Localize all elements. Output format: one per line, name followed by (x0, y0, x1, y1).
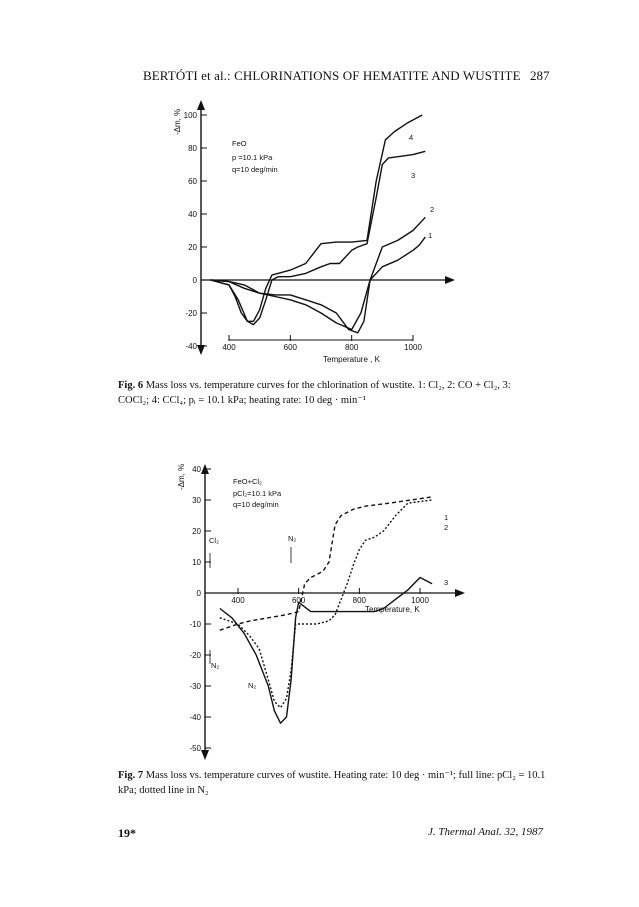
fig7-y-tick-label: 40 (192, 465, 201, 474)
fig7-series-line-1 (220, 578, 432, 724)
footer-signature: 19* (118, 826, 136, 840)
fig6-y-tick-label: 80 (188, 144, 197, 153)
fig6-annotation-rate: q=10 deg/min (232, 165, 278, 174)
fig7-caption (118, 768, 548, 798)
fig6-y-tick-label: 60 (188, 177, 197, 186)
fig7-curve-label-1: 1 (444, 513, 449, 522)
fig7-y-axis-label: -Δm, % (177, 463, 186, 490)
fig7-phase-label-n2-mid: N₂ (248, 681, 257, 690)
fig6-series-line-3 (211, 151, 426, 324)
fig7-y-axis-arrow-down (201, 750, 209, 760)
fig6-annotation-sample: FeO (232, 139, 247, 148)
fig7-annotation-pressure: pCl₂=10.1 kPa (233, 489, 282, 498)
fig6-caption-label: Fig. 6 (118, 380, 144, 391)
fig6-x-axis-label: Temperature , K (323, 355, 380, 364)
fig7-y-tick-label: 30 (192, 496, 201, 505)
fig7-y-tick-label: -10 (189, 620, 201, 629)
fig7-y-tick-label: -30 (189, 682, 201, 691)
fig7-annotation-sample: FeO+Cl₂ (233, 477, 262, 486)
fig6-chart (173, 100, 455, 364)
fig6-annotation-pressure: p =10.1 kPa (232, 153, 273, 162)
fig6-y-tick-label: 20 (188, 243, 197, 252)
fig6-x-tick-label: 400 (222, 343, 236, 352)
fig7-series-line-2 (220, 500, 432, 708)
fig7-annotation-rate: q=10 deg/min (233, 500, 279, 509)
fig7-phase-label-n2-left: N₂ (211, 661, 220, 670)
fig7-curve-label-2: 2 (444, 523, 449, 532)
fig7-chart (177, 464, 465, 760)
fig7-x-axis-arrow (455, 589, 465, 597)
fig7-x-tick-label: 600 (291, 596, 306, 605)
footer-journal: J. Thermal Anal. 32, 1987 (428, 826, 543, 838)
fig6-x-tick-label: 600 (283, 343, 298, 352)
fig6-x-tick-label: 1000 (404, 343, 422, 352)
fig6-y-axis-label: -Δm, % (173, 108, 182, 135)
running-title: BERTÓTI et al.: CHLORINATIONS OF HEMATITE AND WUSTITE (143, 68, 521, 83)
fig6-y-tick-label: 100 (183, 111, 197, 120)
fig6-curve-label-4: 4 (409, 133, 414, 142)
fig6-curve-label-3: 3 (411, 171, 416, 180)
fig7-y-tick-label: 20 (192, 527, 201, 536)
fig7-y-tick-label: -50 (189, 744, 201, 753)
fig7-curve-label-3: 3 (444, 578, 449, 587)
fig7-x-tick-label: 800 (352, 596, 367, 605)
fig7-x-tick-label: 400 (231, 596, 245, 605)
fig7-x-tick-label: 1000 (411, 596, 429, 605)
fig7-caption-text: Mass loss vs. temperature curves of wustite. Heating rate: 10 deg · min⁻¹; full line: pCl₂ = 10.1 kPa; dotted line in N₂ (118, 770, 546, 796)
fig7-phase-label-cl2: Cl₂ (209, 536, 219, 545)
fig7-phase-label-n2-top: N₂ (288, 534, 297, 543)
fig6-y-axis-arrow (197, 100, 205, 110)
fig6-x-axis-arrow (445, 276, 455, 284)
fig6-y-tick-label: 40 (188, 210, 197, 219)
fig7-y-tick-label: 10 (192, 558, 201, 567)
fig6-y-tick-label: -20 (185, 309, 197, 318)
fig6-caption-text: Mass loss vs. temperature curves for the chlorination of wustite. 1: Cl₂, 2: CO + Cl₂, 3: COCl₂; 4: CCl₄; pᵢ = 10.1 kPa; heating rate: 10 deg · min⁻¹ (118, 380, 511, 406)
fig7-x-axis-label: Temperature, K (365, 605, 420, 614)
fig7-y-tick-label: -20 (189, 651, 201, 660)
fig7-caption-label: Fig. 7 (118, 770, 144, 781)
fig7-y-tick-label: -40 (189, 713, 201, 722)
fig6-x-tick-label: 800 (344, 343, 359, 352)
fig6-curve-label-1: 1 (428, 231, 433, 240)
fig6-y-tick-label: -40 (185, 342, 197, 351)
fig6-caption (118, 378, 538, 408)
fig6-curve-label-2: 2 (430, 205, 435, 214)
fig6-y-tick-label: 0 (192, 276, 197, 285)
page-number: 287 (530, 68, 550, 83)
fig7-y-tick-label: 0 (196, 589, 201, 598)
